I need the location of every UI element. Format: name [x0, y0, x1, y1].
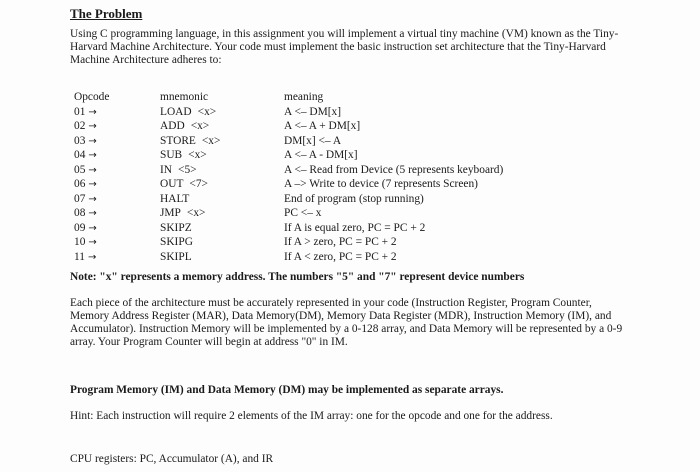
- opcode-cell: [74, 221, 97, 237]
- right-arrow-icon: →: [88, 106, 97, 118]
- mnemonic-value: HALT: [160, 192, 190, 205]
- header-meaning: meaning: [284, 91, 324, 103]
- meaning-cell: If A > zero, PC = PC + 2: [284, 236, 397, 248]
- right-arrow-icon: →: [88, 179, 97, 190]
- meaning-cell: A <– Read from Device (5 represents keyboard): [284, 163, 504, 176]
- hint-paragraph: Hint: Each instruction will require 2 elements of the IM array: one for the opcode and one for the address.: [70, 410, 553, 422]
- mnemonic-argument: <5>: [178, 163, 197, 176]
- meaning-cell: If A < zero, PC = PC + 2: [284, 250, 397, 263]
- mnemonic-cell: [160, 163, 197, 178]
- opcode-value: 11: [74, 250, 85, 263]
- opcode-value: 01: [74, 105, 86, 118]
- mnemonic-cell: [160, 148, 207, 163]
- right-arrow-icon: →: [88, 237, 97, 248]
- mnemonic-cell: [160, 221, 198, 236]
- meaning-cell: A –> Write to device (7 represents Screen): [284, 178, 478, 190]
- opcode-cell: [74, 119, 97, 135]
- right-arrow-icon: →: [88, 208, 97, 219]
- opcode-value: 04: [74, 149, 86, 161]
- right-arrow-icon: →: [88, 121, 97, 132]
- opcode-cell: [74, 134, 97, 150]
- mnemonic-argument: <x>: [197, 105, 217, 118]
- mnemonic-cell: [160, 235, 199, 250]
- mnemonic-cell: [160, 192, 195, 207]
- description-paragraph: Each piece of the architecture must be accurately represented in your code (Instruction Register, Program Counter, Memory Address Register (MAR), Data Memory(DM), Memory Data Register (MDR), Instruction Memory (IM), and Accumulator). Instruction Memory will be implemented by a 0-128 array, and Data Memory will be represented by a 0-9 array. Your Program Counter will begin at address "0" in IM.: [70, 297, 623, 348]
- opcode-cell: [74, 192, 97, 208]
- mnemonic-cell: [160, 134, 220, 149]
- meaning-cell: End of program (stop running): [284, 192, 424, 205]
- mnemonic-value: SKIPL: [160, 250, 192, 263]
- right-arrow-icon: →: [88, 135, 97, 147]
- mnemonic-argument: <x>: [201, 134, 221, 147]
- mnemonic-value: STORE: [160, 134, 196, 147]
- mnemonic-argument: <7>: [189, 178, 208, 190]
- opcode-cell: [74, 235, 97, 251]
- right-arrow-icon: →: [88, 150, 97, 161]
- meaning-cell: A <– DM[x]: [284, 105, 342, 118]
- right-arrow-icon: →: [88, 193, 97, 205]
- opcode-cell: [74, 105, 97, 121]
- mnemonic-value: SKIPZ: [160, 221, 192, 234]
- mnemonic-value: SUB: [160, 149, 183, 161]
- meaning-cell: A <– A + DM[x]: [284, 120, 361, 132]
- opcode-cell: [74, 148, 97, 164]
- mnemonic-argument: <x>: [188, 149, 207, 161]
- opcode-value: 09: [74, 221, 86, 234]
- opcode-value: 06: [74, 178, 86, 190]
- meaning-cell: A <– A - DM[x]: [284, 149, 358, 161]
- header-mnemonic: mnemonic: [160, 91, 209, 103]
- mnemonic-cell: [160, 177, 208, 192]
- mnemonic-cell: [160, 250, 198, 265]
- mnemonic-value: OUT: [160, 178, 184, 190]
- mnemonic-cell: [160, 119, 209, 134]
- mnemonic-value: LOAD: [160, 105, 192, 118]
- mnemonic-cell: [160, 105, 216, 120]
- meaning-cell: PC <– x: [284, 207, 322, 219]
- separate-memories-paragraph: Program Memory (IM) and Data Memory (DM) may be implemented as separate arrays.: [70, 384, 504, 396]
- cpu-registers-paragraph: CPU registers: PC, Accumulator (A), and IR: [70, 453, 274, 465]
- mnemonic-cell: [160, 206, 205, 221]
- intro-paragraph: Using C programming language, in this assignment you will implement a virtual tiny machine (VM) known as the Tiny-Harvard Machine Architecture. Your code must implement the basic instruction set architecture that the Tiny-Harvard Machine Architecture adheres to:: [70, 28, 619, 66]
- right-arrow-icon: →: [88, 222, 97, 234]
- opcode-cell: [74, 206, 97, 222]
- opcode-cell: [74, 177, 97, 193]
- meaning-cell: If A is equal zero, PC = PC + 2: [284, 221, 426, 234]
- document-title: The Problem: [70, 6, 143, 21]
- opcode-cell: [74, 250, 96, 266]
- meaning-cell: DM[x] <– A: [284, 134, 342, 147]
- opcode-value: 03: [74, 134, 86, 147]
- mnemonic-argument: <x>: [190, 120, 210, 132]
- opcode-value: 08: [74, 207, 86, 219]
- right-arrow-icon: →: [87, 251, 97, 263]
- opcode-value: 07: [74, 192, 86, 205]
- opcode-value: 02: [74, 120, 86, 132]
- right-arrow-icon: →: [88, 164, 97, 176]
- header-opcode: Opcode: [74, 91, 110, 103]
- opcode-value: 10: [74, 236, 86, 248]
- mnemonic-argument: <x>: [186, 207, 206, 219]
- note-paragraph: Note: "x" represents a memory address. The numbers "5" and "7" represent device numbers: [70, 271, 525, 283]
- mnemonic-value: SKIPG: [160, 236, 193, 248]
- opcode-cell: [74, 163, 97, 179]
- mnemonic-value: JMP: [160, 207, 181, 219]
- opcode-value: 05: [74, 163, 86, 176]
- mnemonic-value: IN: [160, 163, 173, 176]
- mnemonic-value: ADD: [160, 120, 185, 132]
